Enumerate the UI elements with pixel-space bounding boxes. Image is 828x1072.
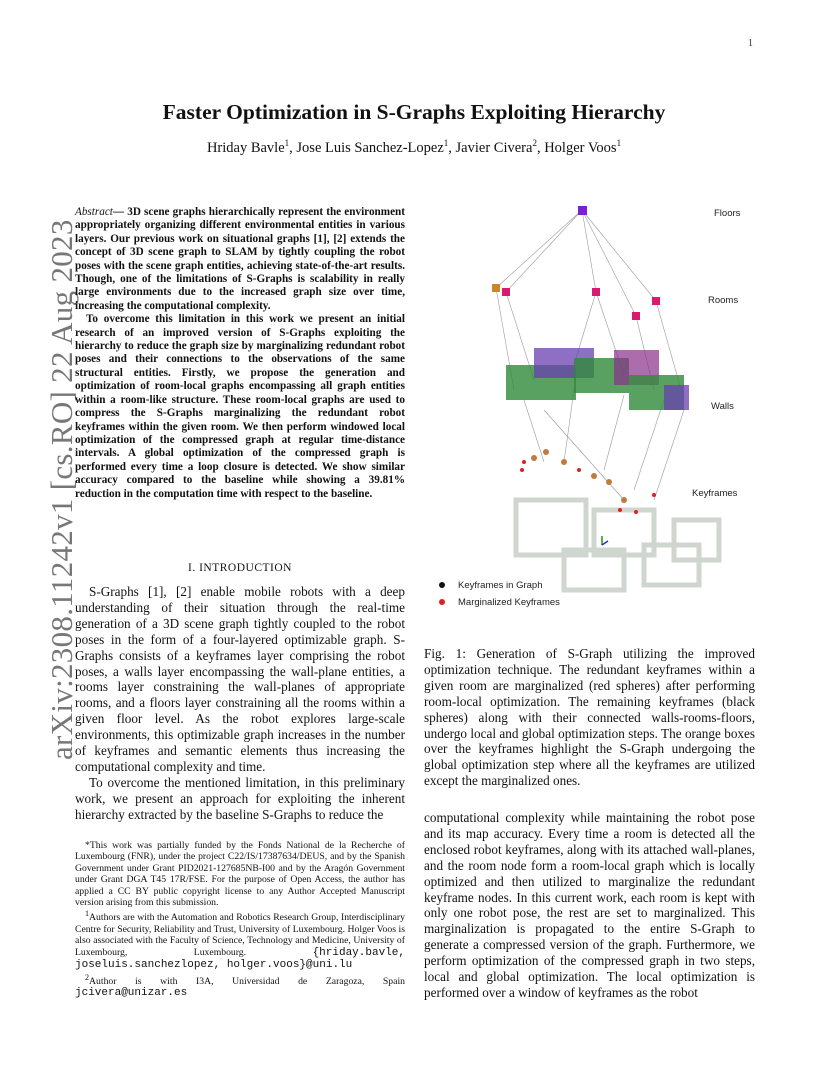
abstract-paragraph	[75, 206, 405, 313]
legend-marginalized-keyframes: Marginalized Keyframes	[458, 597, 560, 608]
author-affiliation: 2	[532, 138, 537, 148]
floor-node	[578, 206, 587, 215]
abstract-paragraph: To overcome this limitation in this work we present an initial research of an improved version of S-Graphs exploiting the hierarchy to reduce the graph size by marginalizing redundant robot poses and their connections to the observations of the same structural entities. Firstly, we propose the generation and optimization of room-local graphs encompassing all graph entities within a room-like structure. These room-local graphs are used to compress the S-Graphs marginalizing the redundant robot keyframes within the given room. We then perform windowed local optimization of the compressed graph at regular time-distance intervals. A global optimization of the compressed graph is performed every time a loop closure is detected. We show similar accuracy compared to the baseline while showing a 39.81% reduction in the computation time with respect to the baseline.	[75, 313, 405, 500]
figure-caption	[424, 646, 755, 789]
right-column-text	[424, 810, 755, 1001]
introduction-text	[75, 584, 405, 823]
caption-text: Fig. 1: Generation of S-Graph utilizing the improved optimization technique. The redundant keyframes within a given room are marginalized (red spheres) after performing room-local optimization. The remaining keyframes (black spheres) along with their connected walls-rooms-floors, undergo local and global optimization steps. The orange boxes over the keyframes highlight the S-Graph undergoing the global optimization step where all the keyframes are utilized except the marginalized ones.	[424, 646, 755, 789]
footnotes	[75, 840, 405, 1000]
page-number: 1	[748, 38, 753, 49]
abstract	[75, 206, 405, 501]
sgraph-figure	[424, 200, 764, 620]
funding-footnote: *This work was partially funded by the Fonds National de la Recherche of Luxembourg (FNR), under the project C22/IS/17387634/DEUS, and by the Spanish Government under Grant PID2021-127685NB-I00 and by the Aragón Government under Grant DGA T45 17R/FSE. For the purpose of Open Access, the author has applied a CC BY public copyright license to any Author Accepted Manuscript version arising from this submission.	[75, 840, 405, 909]
intro-paragraph: To overcome the mentioned limitation, in this preliminary work, we present an approach for exploiting the inherent hierarchy extracted by the baseline S-Graphs to reduce the	[75, 774, 405, 822]
affiliation-footnote: $^1$Authors are with the Automation and Robotics Research Group, Interdisciplinary Centre for Security, Reliability and Trust, University of Luxembourg. Holger Voos is also associated with the Faculty of Science, Technology and Medicine, University of Luxembourg, Luxembourg. {hriday.bavle, joseluis.sanchezlopez, holger.voos}@uni.lu	[75, 909, 405, 972]
author-list: Hriday Bavle$^1$, Jose Luis Sanchez-Lopez$^1$, Javier Civera$^2$, Holger Voos$^1$	[206, 138, 622, 156]
keyframes-label: Keyframes	[692, 488, 738, 499]
floors-label: Floors	[714, 208, 741, 219]
intro-paragraph: S-Graphs [1], [2] enable mobile robots with a deep understanding of their situation through the real-time generation of a 3D scene graph tightly coupled to the robot poses in the form of a four-layered optimizable graph. S-Graphs consists of a keyframes layer comprising the robot poses, a walls layer encompassing the wall-plane entities, a rooms layer constraining the wall-planes of appropriate rooms, and a floors layer constraining all the rooms within a given floor level. As the robot explores large-scale environments, this optimizable graph increases in the number of keyframes and semantic elements thus increasing the computational complexity and time.	[75, 584, 405, 774]
legend-black-dot	[439, 582, 445, 588]
author-emails: {hriday.bavle, joseluis.sanchezlopez, holger.voos}@uni.lu	[75, 946, 405, 972]
author-affiliation: 1	[443, 138, 449, 148]
paper-title: Faster Optimization in S-Graphs Exploiting Hierarchy	[162, 100, 666, 124]
abstract-lead: Abstract	[75, 206, 113, 218]
abstract-text: — 3D scene graphs hierarchically represent the environment appropriately organizing different environmental entities in various layers. Our previous work on situational graphs [1], [2] extends the concept of 3D scene graph to SLAM by tightly coupling the robot poses with the scene graph entities, achieving state-of-the-art results. Though, one of the limitations of S-Graphs is scalability in really large environments due to the increased graph size over time, increasing the computational complexity.	[75, 206, 405, 312]
section-heading: I. INTRODUCTION	[188, 562, 292, 574]
body-paragraph: computational complexity while maintaining the robot pose and its map accuracy. Every time a room is detected all the enclosed robot keyframes, along with its attached wall-planes, and the room node form a room-local graph which is locally optimized and then utilized to marginalize the redundant keyframe nodes. In this current work, each room is kept with only one robot pose, the rest are set to marginalized. This marginalization is propagated to the entire S-Graph to generate a compressed version of the graph. Furthermore, we perform optimization of the compressed graph in two steps, local and global optimization. The local optimization is performed over a window of keyframes as the robot	[424, 810, 755, 1000]
legend-red-dot	[439, 599, 445, 605]
rooms-label: Rooms	[708, 295, 739, 306]
author-name: Jose Luis Sanchez-Lopez	[296, 139, 444, 156]
affiliation-footnote: $^2$Author is with I3A, Universidad de Zaragoza, Spain jcivera@unizar.es	[75, 972, 405, 1000]
room-nodes	[492, 284, 660, 320]
author-name: Holger Voos	[544, 139, 617, 156]
floor-plan-map	[516, 500, 719, 590]
axis-marker	[602, 536, 608, 545]
author-email: jcivera@unizar.es	[75, 987, 188, 1000]
walls-layer	[506, 348, 689, 410]
author-name: Hriday Bavle	[206, 139, 285, 156]
walls-label: Walls	[711, 401, 734, 412]
arxiv-stamp: arXiv:2308.11242v1 [cs.RO] 22 Aug 2023	[44, 219, 79, 760]
author-name: Javier Civera	[455, 139, 533, 156]
legend-keyframes-in-graph: Keyframes in Graph	[458, 580, 543, 591]
author-affiliation: 1	[284, 138, 290, 148]
author-affiliation: 1	[616, 138, 622, 148]
